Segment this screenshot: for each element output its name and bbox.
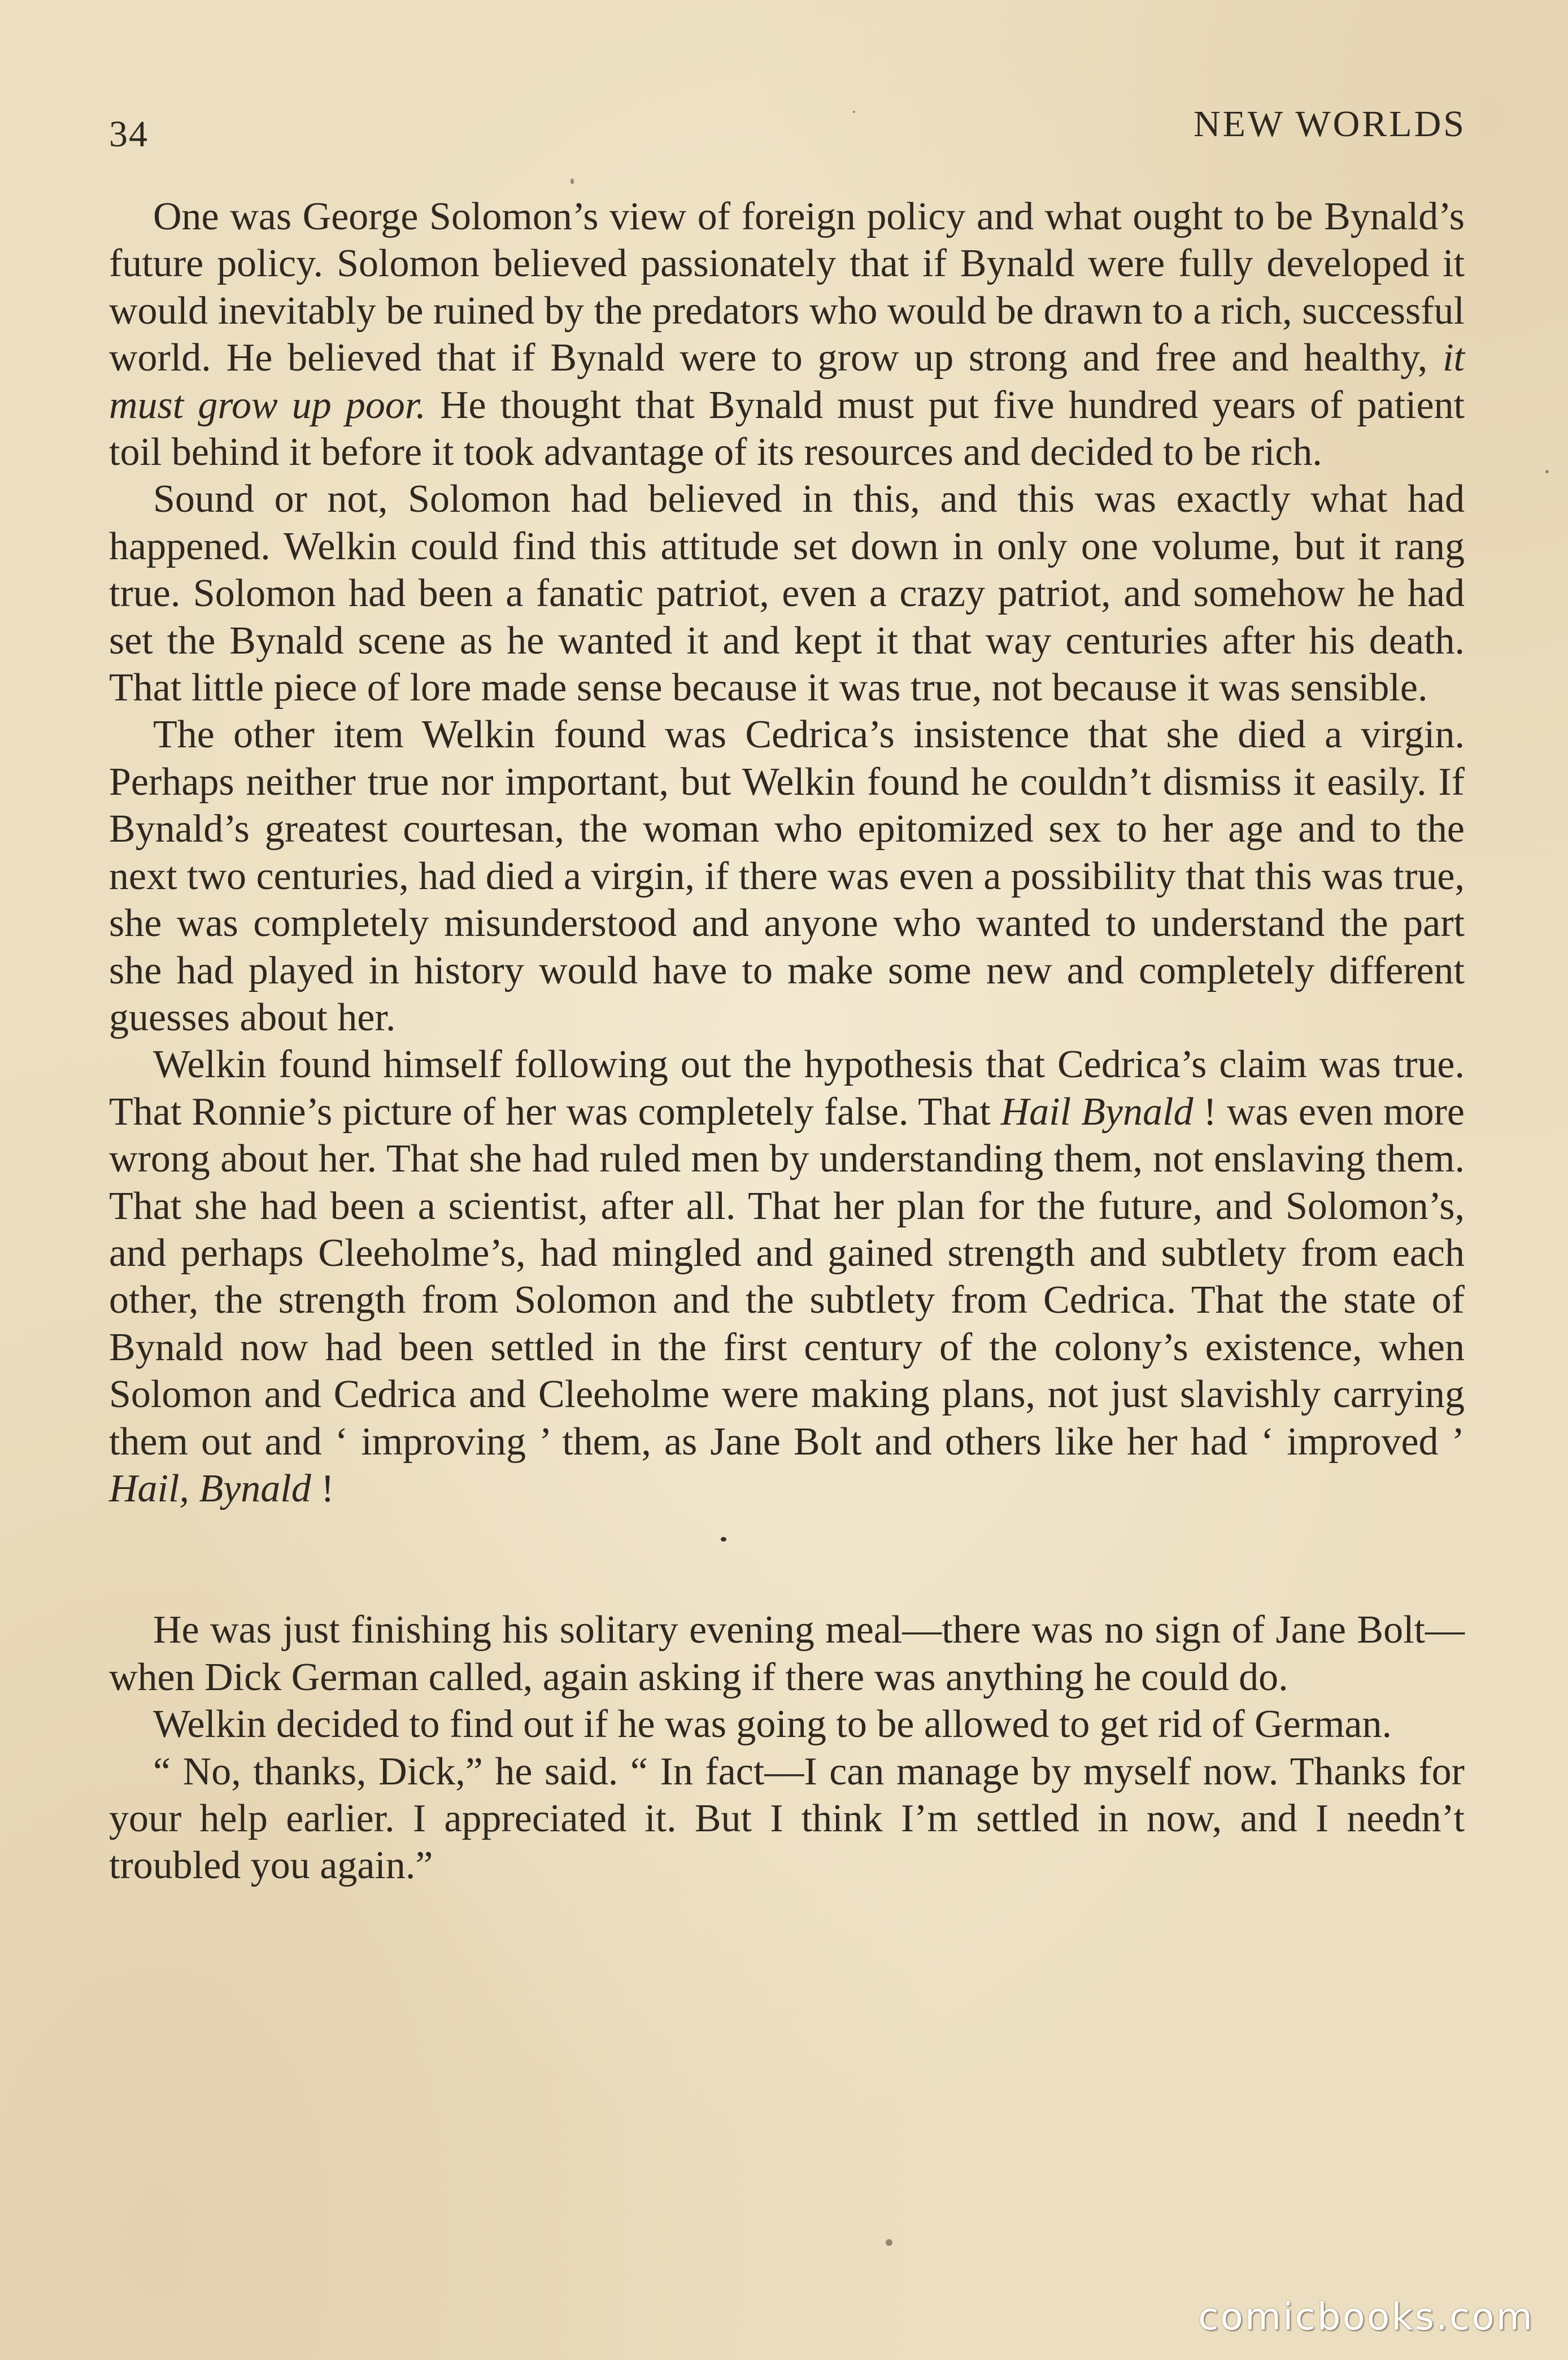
paragraph xyxy=(109,1701,1465,1748)
watermark: comicbooks.com xyxy=(1198,2295,1534,2339)
paper-speck xyxy=(886,2239,892,2246)
section-break xyxy=(109,1512,1465,1606)
paragraph-text: One was George Solomon’s view of foreign policy and what ought to be Bynald’s future policy. Solomon believed passionately that if Bynald were fully developed it would inevitably be ruined by the predators who would be drawn to a rich, successful world. He believed that if Bynald were to grow up strong and free and healthy, xyxy=(109,195,1465,380)
paragraph xyxy=(109,1041,1465,1512)
paragraph xyxy=(109,1748,1465,1889)
paragraph xyxy=(109,193,1465,476)
paragraph xyxy=(109,476,1465,711)
paragraph xyxy=(109,1606,1465,1701)
paragraph-text: He was just finishing his solitary evening meal—there was no sign of Jane Bolt—when Dick German called, again asking if there was anything he could do. xyxy=(109,1608,1465,1699)
paragraph-text: The other item Welkin found was Cedrica’s insistence that she died a virgin. Perhaps neither true nor important, but Welkin found he couldn’t dismiss it easily. If Bynald’s greatest courtesan, the woman who epitomized sex to her age and to the next two centuries, had died a virgin, if there was even a possibility that this was true, she was completely misunderstood and anyone who wanted to understand the part she had played in history would have to make some new and completely different guesses about her. xyxy=(109,713,1465,1039)
paragraph-text: ! was even more wrong about her. That she had ruled men by understanding them, not enslaving them. That she had been a scientist, after all. That her plan for the future, and Solomon’s, and perhaps Cleeholme’s, had mingled and gained strength and subtlety from each other, the strength from Solomon and the subtlety from Cedrica. That the state of Bynald now had been settled in the first century of the colony’s existence, when Solomon and Cedrica and Cleeholme were making plans, not just slavishly carrying them out and ‘ improving ’ them, as Jane Bolt and others like her had ‘ improved ’ xyxy=(109,1090,1465,1464)
paragraph-text: Sound or not, Solomon had believed in this, and this was exactly what had happened. Welkin could find this attitude set down in only one volume, but it rang true. Solomon had been a fanatic patriot, even a crazy patriot, and somehow he had set the Bynald scene as he wanted it and kept it that way centuries after his death. That little piece of lore made sense because it was true, not because it was sensible. xyxy=(109,477,1465,710)
paragraph-text: Welkin found himself following out the hypothesis that Cedrica’s claim was true. That Ronnie’s picture of her was completely false. That xyxy=(109,1043,1465,1134)
italic-text: it must grow up poor. xyxy=(109,336,1465,427)
paragraph-text: ! xyxy=(311,1466,334,1510)
running-head xyxy=(109,103,1466,154)
paper-speck xyxy=(1545,470,1549,473)
paragraph xyxy=(109,711,1465,1041)
italic-text: Hail, Bynald xyxy=(109,1466,311,1510)
italic-text: Hail Bynald xyxy=(1000,1090,1194,1134)
paragraph-text: He thought that Bynald must put five hundred years of patient toil behind it before it took advantage of its resources and decided to be rich. xyxy=(109,383,1465,474)
paragraph-text: Welkin decided to find out if he was going to be allowed to get rid of German. xyxy=(153,1702,1392,1747)
paper-speck xyxy=(853,111,855,113)
body-text xyxy=(109,193,1465,1889)
running-title: NEW WORLDS xyxy=(1193,103,1466,145)
paper-speck xyxy=(570,178,574,184)
paragraph-text: “ No, thanks, Dick,” he said. “ In fact—I can manage by myself now. Thanks for your help earlier. I appreciated it. But I think I’m settled in now, and I needn’t troubled you again.” xyxy=(109,1749,1465,1888)
section-break-dot xyxy=(721,1537,726,1542)
page-number: 34 xyxy=(109,114,149,155)
